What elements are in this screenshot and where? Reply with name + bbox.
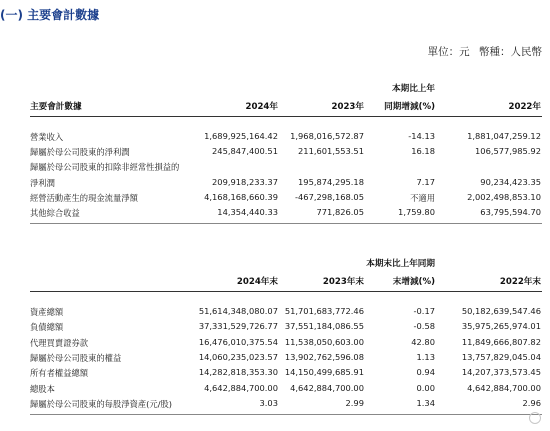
value-2023: 11,538,050,603.00 [284,336,364,347]
value-2022: 4,642,884,700.00 [467,382,541,393]
value-2023: 2.99 [345,397,364,408]
value-2022: 50,182,639,547.46 [461,306,541,316]
value-2024: 14,354,440.33 [217,207,278,217]
value-2023: 1,968,016,572.87 [290,131,364,141]
t2-header-change: 末增減(%) [392,277,435,287]
table-row [0,177,550,190]
value-2024: 209,918,233.37 [212,176,278,187]
value-2022: 35,975,265,974.01 [461,321,541,332]
value-change: 42.80 [411,336,435,347]
value-2024: 245,847,400.51 [212,146,278,157]
t1-header-change-line1: 本期比上年 [392,84,435,94]
t1-header-2024: 2024年 [245,102,278,112]
row-label: 總股本 [30,383,55,394]
t2-header-rule [30,291,542,292]
row-label: 負債總額 [30,322,64,333]
value-2022: 11,849,666,807.82 [461,336,541,347]
t1-header-item: 主要會計數據 [30,102,82,112]
table-row [0,352,550,365]
value-change: 16.18 [411,146,435,157]
watermark [529,412,544,425]
row-label: 資產總額 [30,307,64,317]
t2-header-change-line1: 本期末比上年同期 [366,259,435,269]
row-label: 歸屬於母公司股東的淨利潤 [30,147,130,158]
row-label: 代理買賣證券款 [30,337,89,348]
value-change: 0.94 [416,367,435,378]
watermark-icon [529,412,541,424]
value-2024: 14,060,235,023.57 [198,351,278,362]
value-2023: 14,150,499,685.91 [284,367,364,378]
table2-bottom-rule [30,414,542,415]
value-2024: 3.03 [259,397,278,408]
row-label: 營業收入 [30,132,64,142]
row-label: 所有者權益總額 [30,368,89,379]
unit-label: 單位：元 [427,46,470,58]
row-label: 歸屬於母公司股東的權益 [30,352,122,363]
value-2024: 14,282,818,353.30 [198,367,278,378]
t2-header-2023: 2023年末 [322,277,364,287]
value-2024: 4,168,168,660.39 [204,191,278,202]
value-change: -0.58 [413,321,435,332]
table-row [0,192,550,205]
table-row [0,321,550,334]
row-label: 其他綜合收益 [30,208,80,218]
value-2022: 63,795,594.70 [480,207,541,217]
currency-label: 幣種：人民幣 [479,46,542,58]
value-2022: 2,002,498,853.10 [467,191,541,202]
table-row [0,131,550,144]
table-row [0,367,550,380]
value-change: -0.17 [413,306,435,316]
t1-header-rule [30,116,542,117]
row-label: 歸屬於母公司股東的每股淨資產(元/股) [30,398,173,409]
table-row [0,207,550,220]
value-2022: 14,207,373,573.45 [461,367,541,378]
value-change: 1.34 [416,397,435,408]
value-2024: 16,476,010,375.54 [198,336,278,347]
table-row [0,337,550,350]
table-row [0,383,550,396]
value-2022: 2.96 [522,397,541,408]
value-2023: 4,642,884,700.00 [290,382,364,393]
table-row [0,398,550,411]
row-label: 經營活動產生的現金流量淨額 [30,192,138,203]
value-2024: 1,689,925,164.42 [204,131,278,141]
table1-bottom-rule [30,223,542,224]
table-row [0,161,550,174]
t2-header-2022: 2022年末 [499,277,541,287]
value-2024: 4,642,884,700.00 [204,382,278,393]
value-change: 1.13 [416,351,435,362]
value-2023: 37,551,184,086.55 [284,321,364,332]
value-2023: -467,298,168.05 [295,191,364,202]
row-label: 歸屬於母公司股東的扣除非經常性損益的 [30,162,180,173]
value-2023: 195,874,295.18 [298,176,364,187]
value-2023: 13,902,762,596.08 [284,351,364,362]
value-2023: 51,701,683,772.46 [284,306,364,316]
value-2022: 1,881,047,259.12 [467,131,541,141]
value-change: 不適用 [410,192,435,203]
value-change: 7.17 [416,176,435,187]
value-change: 0.00 [416,382,435,393]
t1-header-2023: 2023年 [331,102,364,112]
value-change: 1,759.80 [398,207,435,217]
value-2023: 771,826.05 [316,207,364,217]
unit-line [422,44,542,59]
value-2022: 13,757,829,045.04 [461,351,541,362]
t1-header-2022: 2022年 [508,102,541,112]
value-change: -14.13 [408,131,435,141]
row-label: 淨利潤 [30,177,55,188]
value-2023: 211,601,553.51 [298,146,364,157]
value-2024: 51,614,348,080.07 [198,306,278,316]
value-2024: 37,331,529,726.77 [198,321,278,332]
value-2022: 90,234,423.35 [480,176,541,187]
t2-header-2024: 2024年末 [236,277,278,287]
value-2022: 106,577,985.92 [475,146,541,157]
table-row [0,306,550,319]
t1-header-change: 同期增減(%) [384,102,435,112]
section-title: (一) 主要會計數據 [0,8,100,22]
table-row [0,146,550,159]
